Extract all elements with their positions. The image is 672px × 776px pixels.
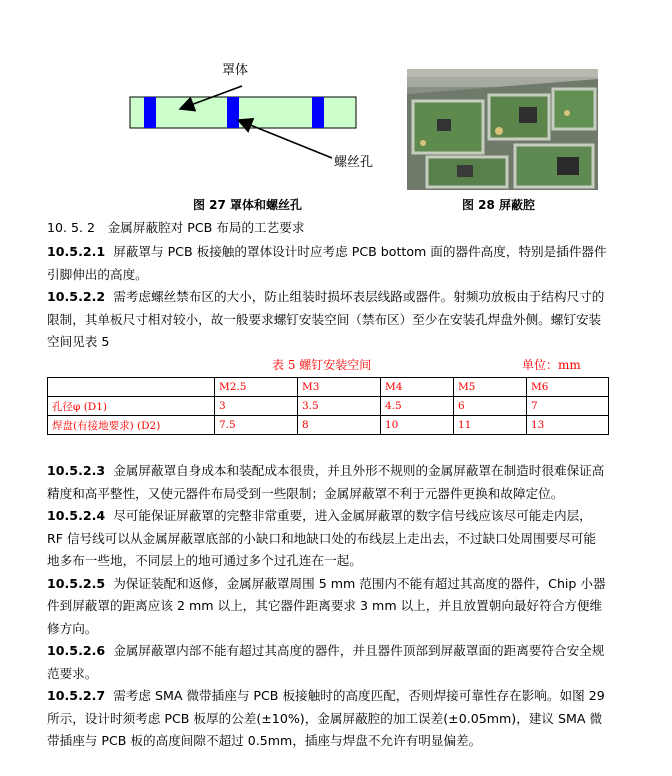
table-cell: M3 <box>298 378 381 397</box>
figure-28-photo <box>407 69 598 190</box>
table-unit: 单位：mm <box>522 358 581 372</box>
section-heading: 10. 5. 2 金属屏蔽腔对 PCB 布局的工艺要求 <box>47 220 305 235</box>
screw-hole-3 <box>312 97 324 128</box>
paragraph <box>47 505 607 573</box>
table-cell: 7 <box>527 397 609 416</box>
table-cell: 7.5 <box>215 416 298 435</box>
table-cell <box>48 378 215 397</box>
table-cell: 10 <box>381 416 454 435</box>
table-cell: 3 <box>215 397 298 416</box>
table-cell: 8 <box>298 416 381 435</box>
paragraph-number: 10.5.2.3 <box>47 463 106 478</box>
paragraph <box>47 460 607 505</box>
top-paragraphs <box>47 241 607 354</box>
paragraph <box>47 573 607 641</box>
figure-27-caption: 图 27 罩体和螺丝孔 <box>193 198 303 212</box>
paragraph-text: 屏蔽罩与 PCB 板接触的罩体设计时应考虑 PCB bottom 面的器件高度，特别是插件器件引脚伸出的高度。 <box>47 244 607 282</box>
paragraph-number: 10.5.2.4 <box>47 508 106 523</box>
table-cell: 11 <box>454 416 527 435</box>
table-cell: 3.5 <box>298 397 381 416</box>
table-header-row <box>48 378 609 397</box>
paragraph <box>47 685 607 753</box>
bottom-paragraphs <box>47 460 607 753</box>
table-cell: 孔径φ (D1) <box>48 397 215 416</box>
paragraph <box>47 241 607 286</box>
table-cell: 4.5 <box>381 397 454 416</box>
table-cell: 焊盘(有接地要求) (D2) <box>48 416 215 435</box>
table-cell: M6 <box>527 378 609 397</box>
table-cell: M2.5 <box>215 378 298 397</box>
paragraph-text: 尽可能保证屏蔽罩的完整非常重要，进入金属屏蔽罩的数字信号线应该尽可能走内层，RF 信号线可以从金属屏蔽罩底部的小缺口和地缺口处的布线层上走出去，不过缺口处周围要尽可能地多布一些地，不同层上的地可通过多个过孔连在一起。 <box>47 508 596 568</box>
paragraph-number: 10.5.2.5 <box>47 575 106 591</box>
paragraph-text: 需考虑 SMA 微带插座与 PCB 板接触时的高度匹配，否则焊接可靠性存在影响。如图 29 所示，设计时须考虑 PCB 板厚的公差(±10%)，金属屏蔽腔的加工误差(±0.05mm)，建议 SMA 微带插座与 PCB 板的高度间隙不超过 0.5mm，插座与焊盘不允许有明显偏差。 <box>47 688 605 748</box>
table-row <box>48 397 609 416</box>
paragraph-number: 10.5.2.2 <box>47 289 106 304</box>
table-title: 表 5 螺钉安装空间 <box>272 358 372 372</box>
label-screw-hole: 螺丝孔 <box>334 155 374 170</box>
paragraph-text: 金属屏蔽罩自身成本和装配成本很贵，并且外形不规则的金属屏蔽罩在制造时很难保证高精度和高平整性，又使元器件布局受到一些限制；金属屏蔽罩不利于元器件更换和故障定位。 <box>47 463 605 501</box>
paragraph-text: 金属屏蔽罩内部不能有超过其高度的器件，并且器件顶部到屏蔽罩面的距离要符合安全规范要求。 <box>47 643 605 681</box>
paragraph-text: 需考虑螺丝禁布区的大小，防止组装时损坏表层线路或器件。射频功放板由于结构尺寸的限制，其单板尺寸相对较小，故一般要求螺钉安装空间（禁布区）至少在安装孔焊盘外侧。螺钉安装空间见表 5 <box>47 289 605 349</box>
paragraph-text: 为保证装配和返修，金属屏蔽罩周围 5 mm 范围内不能有超过其高度的器件，Chip 小器件到屏蔽罩的距离应该 2 mm 以上，其它器件距离要求 3 mm 以上，并且放置朝向最好符合方便维修方向。 <box>47 575 606 636</box>
paragraph-number: 10.5.2.7 <box>47 688 106 703</box>
figure-28-caption: 图 28 屏蔽腔 <box>462 198 536 212</box>
table-cell: 13 <box>527 416 609 435</box>
paragraph-number: 10.5.2.1 <box>47 244 106 259</box>
label-cover: 罩体 <box>222 63 249 78</box>
paragraph <box>47 640 607 685</box>
table-cell: M5 <box>454 378 527 397</box>
table-cell: 6 <box>454 397 527 416</box>
paragraph-number: 10.5.2.6 <box>47 643 106 658</box>
table-cell: M4 <box>381 378 454 397</box>
screw-hole-2 <box>227 97 239 128</box>
table-row <box>48 416 609 435</box>
figure-27-diagram <box>110 50 390 190</box>
paragraph <box>47 286 607 354</box>
screw-hole-1 <box>144 97 156 128</box>
screw-space-table <box>47 377 609 435</box>
